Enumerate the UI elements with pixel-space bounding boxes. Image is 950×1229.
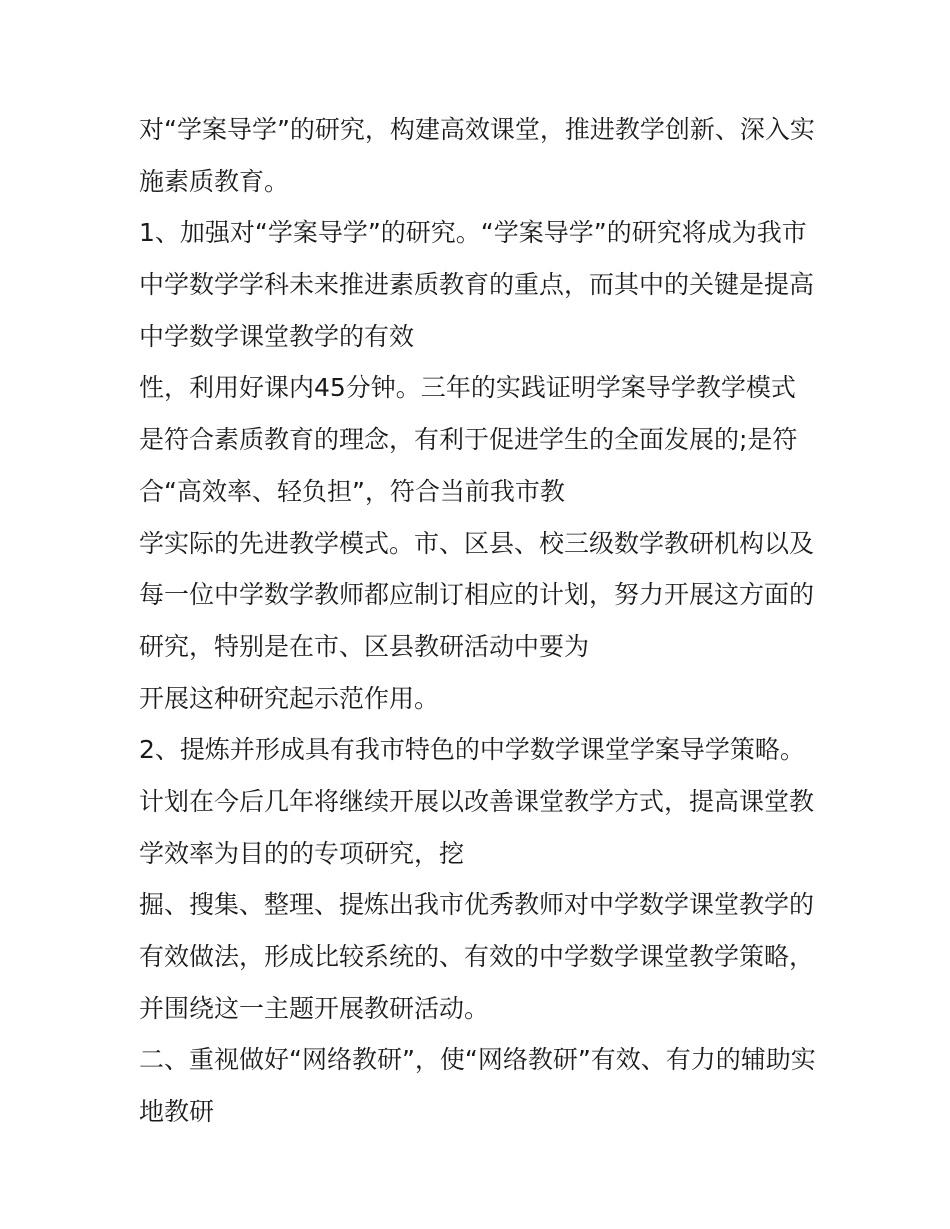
text-line: 二、重视做好“网络教研”，使“网络教研”有效、有力的辅助实: [139, 1045, 816, 1075]
text-line: 掘、搜集、整理、提炼出我市优秀教师对中学数学课堂教学的: [139, 890, 815, 920]
text-line: 学实际的先进教学模式。市、区县、校三级数学教研机构以及: [139, 528, 815, 558]
text-line: 开展这种研究起示范作用。: [139, 683, 440, 713]
text-line: 每一位中学数学教师都应制订相应的计划，努力开展这方面的: [139, 580, 815, 610]
text-line: 地教研: [139, 1097, 215, 1127]
text-line: 是符合素质教育的理念，有利于促进学生的全面发展的;是符: [139, 425, 798, 455]
text-line: 中学数学课堂教学的有效: [139, 321, 415, 351]
text-line: 计划在今后几年将继续开展以改善课堂教学方式，提高课堂教: [139, 786, 815, 816]
text-line: 合“高效率、轻负担”，符合当前我市教: [139, 476, 565, 506]
text-line: 中学数学学科未来推进素质教育的重点，而其中的关键是提高: [139, 270, 815, 300]
text-line: 研究，特别是在市、区县教研活动中要为: [139, 631, 590, 661]
text-line: 性，利用好课内45分钟。三年的实践证明学案导学教学模式: [139, 373, 796, 403]
text-line: 有效做法，形成比较系统的、有效的中学数学课堂教学策略，: [139, 942, 815, 971]
text-line: 对“学案导学”的研究，构建高效课堂，推进教学创新、深入实: [139, 115, 815, 144]
text-line: 学效率为目的的专项研究，挖: [139, 838, 465, 868]
text-line: 并围绕这一主题开展教研活动。: [139, 993, 490, 1023]
text-line: 1、加强对“学案导学”的研究。“学案导学”的研究将成为我市: [139, 218, 807, 248]
text-line: 施素质教育。: [139, 166, 290, 196]
text-line: 2、提炼并形成具有我市特色的中学数学课堂学案导学策略。: [139, 735, 805, 765]
body-text: [139, 104, 829, 1138]
